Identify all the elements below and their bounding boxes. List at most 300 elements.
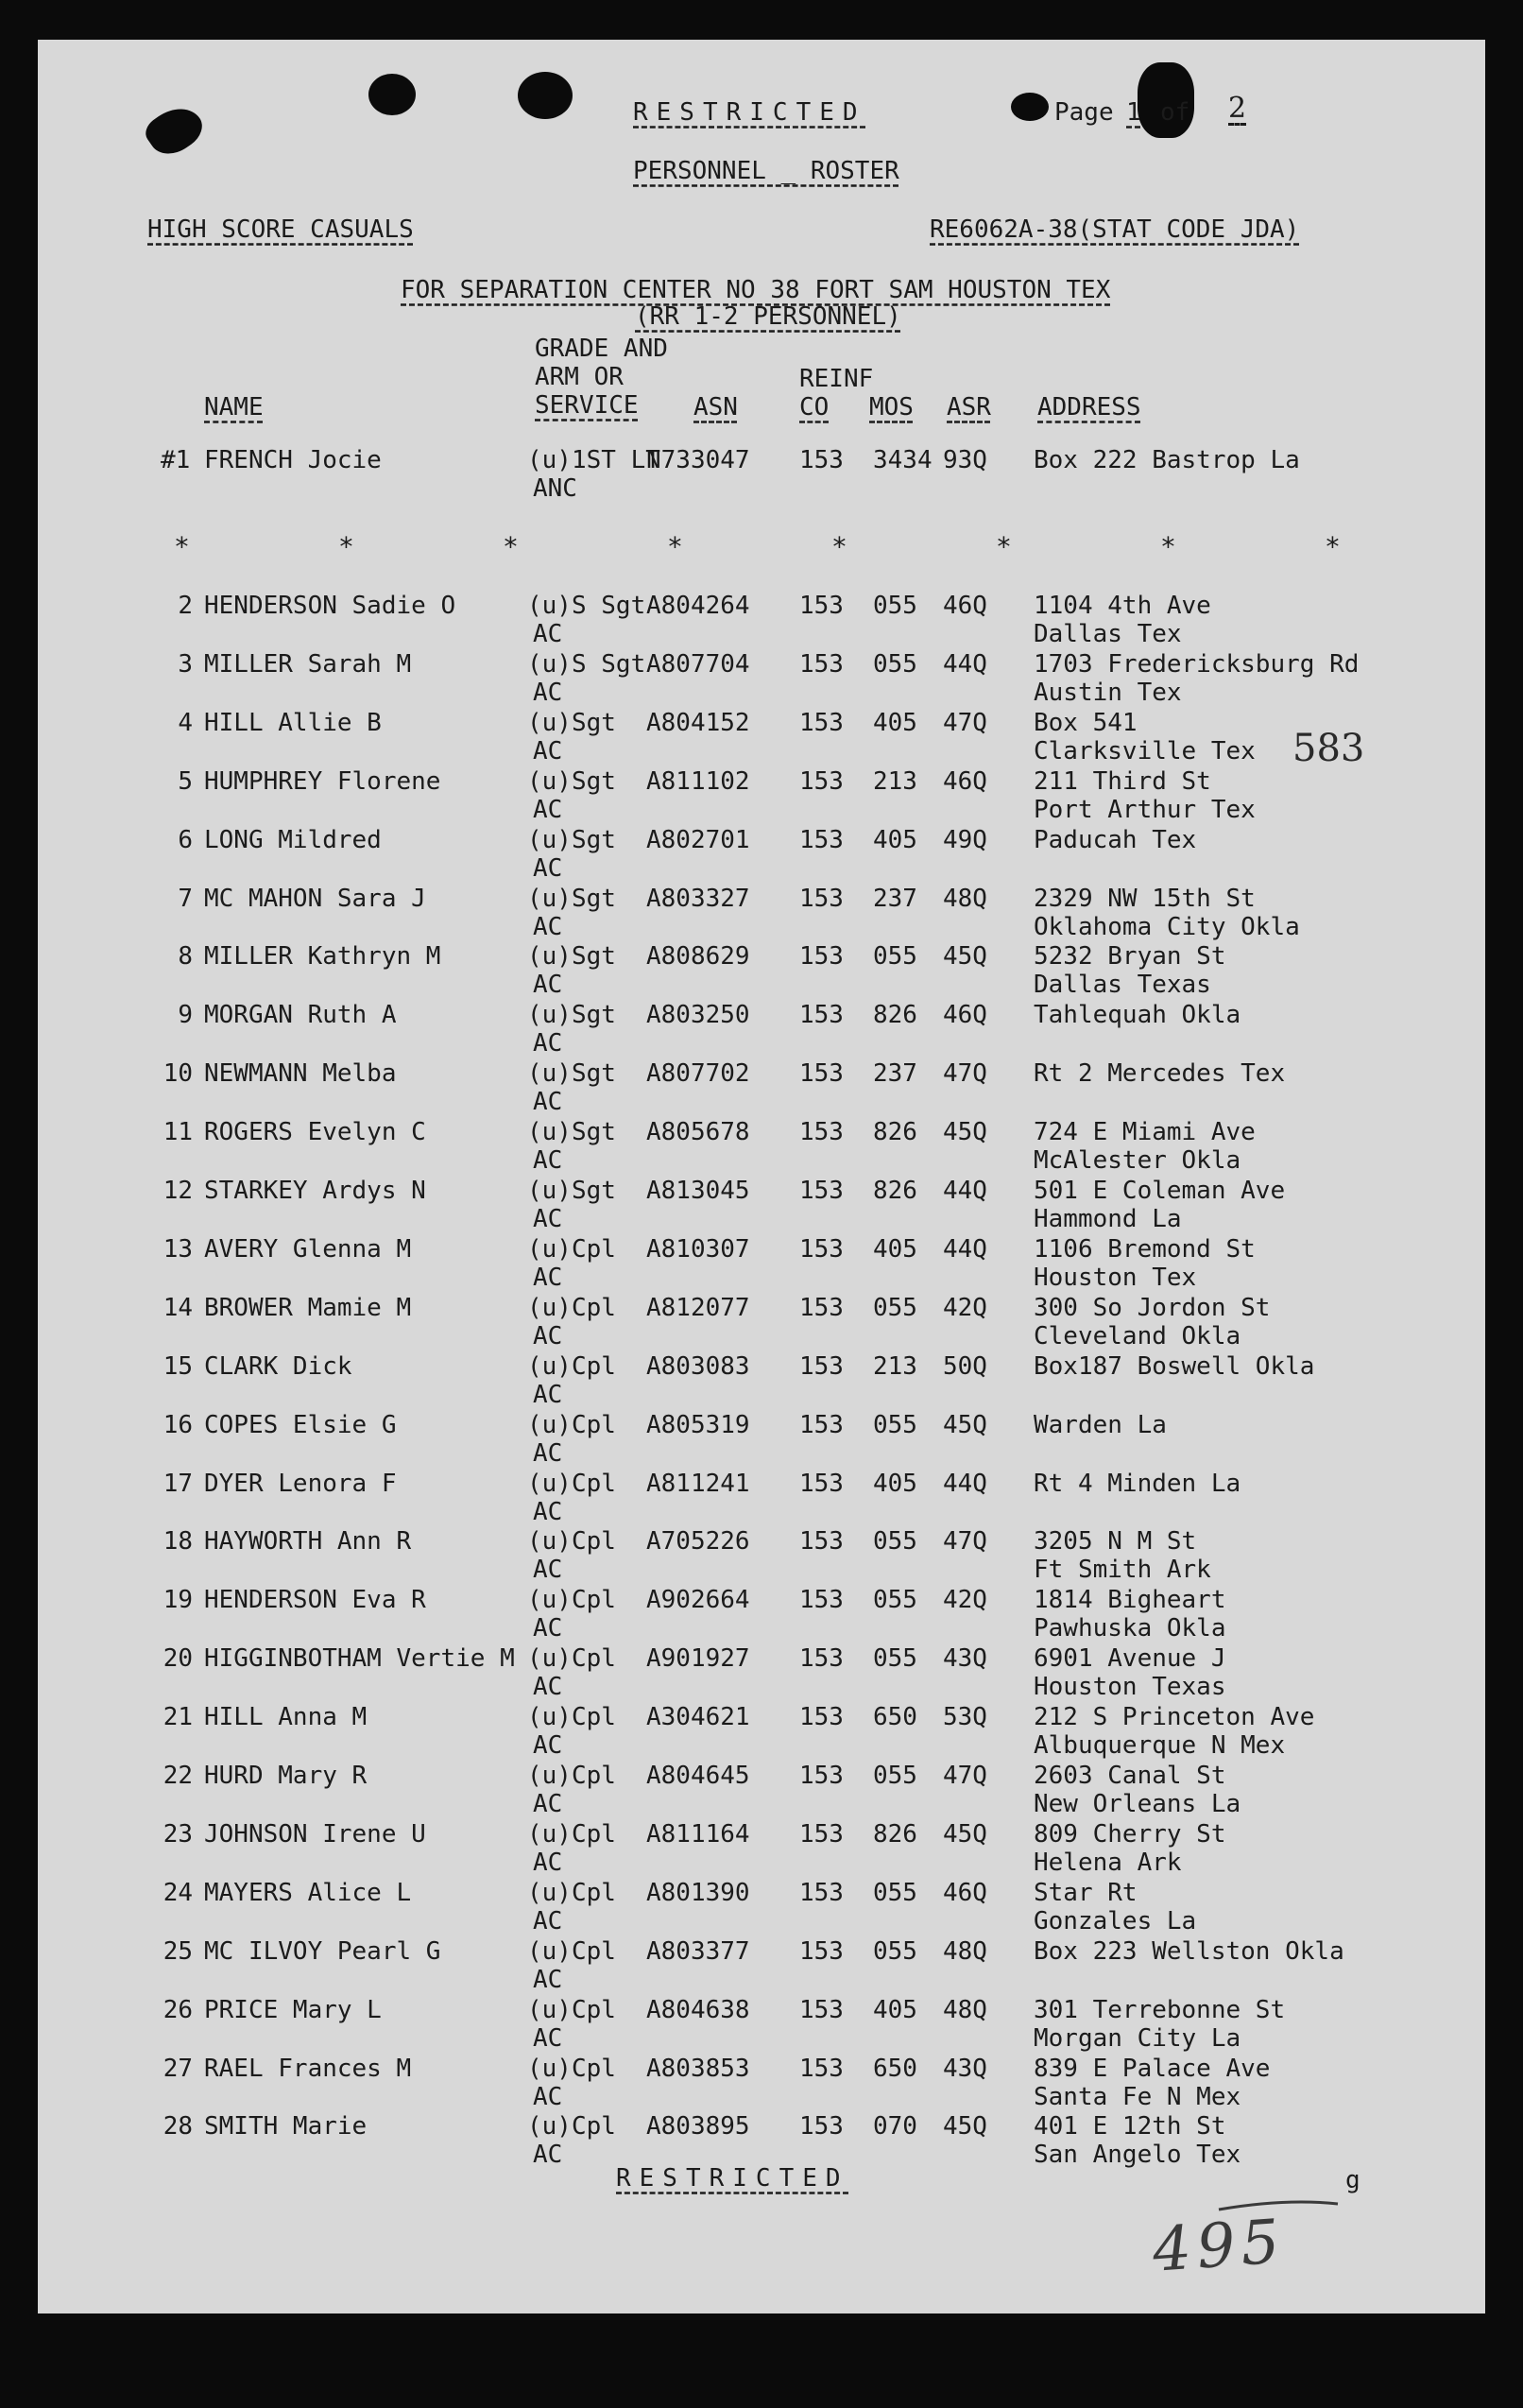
row-number: 2: [178, 592, 193, 620]
row-name: JOHNSON Irene U: [204, 1820, 426, 1849]
row-asn: A803327: [646, 885, 750, 913]
row-address-line1: 501 E Coleman Ave: [1034, 1177, 1286, 1205]
roster-title: PERSONNEL _ ROSTER: [633, 157, 899, 185]
row-grade: (u)Cpl: [527, 1762, 616, 1790]
page-label: Page: [1054, 98, 1114, 127]
row-address-line2: Oklahoma City Okla: [1034, 913, 1300, 941]
separator-star: *: [503, 531, 519, 562]
row-address-line2: Santa Fe N Mex: [1034, 2083, 1241, 2111]
row-co: 153: [799, 1294, 844, 1322]
row-name: HIGGINBOTHAM Vertie M: [204, 1644, 515, 1673]
row-address-line1: 301 Terrebonne St: [1034, 1996, 1286, 2024]
separator-star: *: [338, 531, 354, 562]
row-arm: AC: [533, 796, 563, 824]
row-grade: (u)S Sgt: [527, 592, 646, 620]
row-name: MORGAN Ruth A: [204, 1001, 397, 1029]
col-asn: ASN: [693, 393, 738, 421]
row-address-line2: Port Arthur Tex: [1034, 796, 1256, 824]
row-address-line1: Rt 4 Minden La: [1034, 1470, 1241, 1498]
row-mos: 650: [873, 1703, 917, 1731]
row-co: 153: [799, 826, 844, 854]
row-address-line1: Star Rt: [1034, 1879, 1138, 1907]
row-number: 10: [163, 1059, 193, 1088]
col-reinf: REINF: [799, 365, 874, 393]
row-mos: 055: [873, 1527, 917, 1556]
row-arm: AC: [533, 1381, 563, 1409]
row-asr: 46Q: [943, 592, 987, 620]
row-grade: (u)Cpl: [527, 1586, 616, 1614]
row-grade: (u)Cpl: [527, 1352, 616, 1381]
row-number: 18: [163, 1527, 193, 1556]
row-arm: AC: [533, 1673, 563, 1701]
row-grade: (u)Sgt: [527, 1177, 616, 1205]
rr-personnel: (RR 1-2 PERSONNEL): [635, 302, 901, 331]
row-grade: (u)Cpl: [527, 1294, 616, 1322]
row-asn: A811241: [646, 1470, 750, 1498]
row-asr: 43Q: [943, 1644, 987, 1673]
row-asn: A807704: [646, 650, 750, 679]
row-co: 153: [799, 1996, 844, 2024]
row-arm: AC: [533, 1029, 563, 1058]
row-number: 25: [163, 1937, 193, 1966]
row-name: BROWER Mamie M: [204, 1294, 412, 1322]
row-arm: ANC: [533, 474, 577, 503]
row-arm: AC: [533, 1498, 563, 1526]
row-address-line2: Austin Tex: [1034, 679, 1182, 707]
row-number: 19: [163, 1586, 193, 1614]
row-asr: 45Q: [943, 1411, 987, 1439]
row-address-line1: 5232 Bryan St: [1034, 942, 1226, 971]
row-asr: 47Q: [943, 709, 987, 737]
row-name: HENDERSON Sadie O: [204, 592, 456, 620]
row-co: 153: [799, 942, 844, 971]
row-address-line1: 212 S Princeton Ave: [1034, 1703, 1315, 1731]
row-asn: A803250: [646, 1001, 750, 1029]
row-address-line2: Hammond La: [1034, 1205, 1182, 1233]
row-number: 12: [163, 1177, 193, 1205]
row-asr: 47Q: [943, 1527, 987, 1556]
row-mos: 405: [873, 1996, 917, 2024]
row-arm: AC: [533, 1146, 563, 1175]
row-number: 8: [178, 942, 193, 971]
col-asr: ASR: [947, 393, 991, 421]
row-co: 153: [799, 1586, 844, 1614]
row-mos: 237: [873, 1059, 917, 1088]
row-grade: (u)Cpl: [527, 1937, 616, 1966]
row-asn: A807702: [646, 1059, 750, 1088]
row-name: SMITH Marie: [204, 2112, 368, 2141]
row-name: HUMPHREY Florene: [204, 767, 441, 796]
row-co: 153: [799, 650, 844, 679]
row-address-line1: Box 223 Wellston Okla: [1034, 1937, 1344, 1966]
row-co: 153: [799, 1411, 844, 1439]
col-grade-line1: GRADE AND: [535, 335, 668, 363]
row-address-line1: Paducah Tex: [1034, 826, 1197, 854]
row-arm: AC: [533, 1907, 563, 1935]
row-number: 24: [163, 1879, 193, 1907]
row-arm: AC: [533, 1614, 563, 1643]
row-asr: 44Q: [943, 1235, 987, 1264]
row-co: 153: [799, 1235, 844, 1264]
row-co: 153: [799, 592, 844, 620]
row-co: 153: [799, 1879, 844, 1907]
row-mos: 826: [873, 1118, 917, 1146]
row-asn: A803083: [646, 1352, 750, 1381]
row-mos: 055: [873, 1586, 917, 1614]
row-arm: AC: [533, 1731, 563, 1760]
row-address-line2: Cleveland Okla: [1034, 1322, 1241, 1350]
row-co: 153: [799, 1001, 844, 1029]
row-co: 153: [799, 1820, 844, 1849]
row-arm: AC: [533, 854, 563, 883]
row-address-line1: 3205 N M St: [1034, 1527, 1197, 1556]
row-asn: A811164: [646, 1820, 750, 1849]
row-arm: AC: [533, 1322, 563, 1350]
row-address-line1: 300 So Jordon St: [1034, 1294, 1271, 1322]
row-address-line2: Dallas Tex: [1034, 620, 1182, 648]
row-name: HAYWORTH Ann R: [204, 1527, 412, 1556]
row-asr: 45Q: [943, 2112, 987, 2141]
row-asn: A705226: [646, 1527, 750, 1556]
col-grade-line2: ARM OR: [535, 363, 624, 391]
row-asr: 48Q: [943, 1996, 987, 2024]
row-grade: (u)Sgt: [527, 767, 616, 796]
row-grade: (u)Cpl: [527, 1879, 616, 1907]
row-name: LONG Mildred: [204, 826, 382, 854]
row-asn: A813045: [646, 1177, 750, 1205]
row-co: 153: [799, 2112, 844, 2141]
row-arm: AC: [533, 1790, 563, 1818]
row-address-line2: Morgan City La: [1034, 2024, 1241, 2053]
row-co: 153: [799, 1762, 844, 1790]
row-asn: A801390: [646, 1879, 750, 1907]
row-co: 153: [799, 1703, 844, 1731]
row-asn: A803377: [646, 1937, 750, 1966]
row-co: 153: [799, 1352, 844, 1381]
row-arm: AC: [533, 620, 563, 648]
col-grade-line3: SERVICE: [535, 391, 639, 420]
separator-star: *: [1160, 531, 1176, 562]
row-asr: 44Q: [943, 650, 987, 679]
row-number: 5: [178, 767, 193, 796]
row-mos: 826: [873, 1001, 917, 1029]
row-number: 20: [163, 1644, 193, 1673]
row-name: CLARK Dick: [204, 1352, 352, 1381]
row-address-line1: Warden La: [1034, 1411, 1167, 1439]
row-co: 153: [799, 1527, 844, 1556]
row-address-line2: Albuquerque N Mex: [1034, 1731, 1286, 1760]
row-asr: 46Q: [943, 767, 987, 796]
row-number: 13: [163, 1235, 193, 1264]
handwritten-number: 495: [1150, 2207, 1288, 2286]
row-mos: 405: [873, 709, 917, 737]
row-co: 153: [799, 1177, 844, 1205]
row-number: 26: [163, 1996, 193, 2024]
row-address-line2: Gonzales La: [1034, 1907, 1197, 1935]
row-grade: (u)1ST LT: [527, 446, 660, 474]
row-address-line1: 809 Cherry St: [1034, 1820, 1226, 1849]
row-number: 14: [163, 1294, 193, 1322]
row-mos: 826: [873, 1820, 917, 1849]
row-arm: AC: [533, 2141, 563, 2169]
row-name: COPES Elsie G: [204, 1411, 397, 1439]
row-asr: 46Q: [943, 1879, 987, 1907]
row-number: #1: [161, 446, 191, 474]
row-grade: (u)Cpl: [527, 1411, 616, 1439]
page-number: 1: [1126, 98, 1141, 127]
row-arm: AC: [533, 1849, 563, 1877]
row-mos: 213: [873, 1352, 917, 1381]
row-mos: 055: [873, 1294, 917, 1322]
row-grade: (u)Sgt: [527, 885, 616, 913]
row-address-line2: Dallas Texas: [1034, 971, 1211, 999]
row-asr: 44Q: [943, 1177, 987, 1205]
row-address-line2: Houston Texas: [1034, 1673, 1226, 1701]
row-co: 153: [799, 1118, 844, 1146]
row-asr: 53Q: [943, 1703, 987, 1731]
row-address: Box 222 Bastrop La: [1034, 446, 1300, 474]
row-name: ROGERS Evelyn C: [204, 1118, 426, 1146]
row-asn: A802701: [646, 826, 750, 854]
report-code: RE6062A-38(STAT CODE JDA): [930, 215, 1300, 244]
row-address-line2: Ft Smith Ark: [1034, 1556, 1211, 1584]
row-grade: (u)Sgt: [527, 1118, 616, 1146]
unit-name: HIGH SCORE CASUALS: [147, 215, 414, 244]
row-address-line1: Box 541: [1034, 709, 1138, 737]
destination: FOR SEPARATION CENTER NO 38 FORT SAM HOUSTON TEX: [401, 276, 1111, 304]
row-name: HURD Mary R: [204, 1762, 368, 1790]
row-name: MC ILVOY Pearl G: [204, 1937, 441, 1966]
row-co: 153: [799, 885, 844, 913]
row-asn: A804638: [646, 1996, 750, 2024]
row-mos: 405: [873, 1235, 917, 1264]
row-asn: A812077: [646, 1294, 750, 1322]
row-address-line1: 839 E Palace Ave: [1034, 2055, 1271, 2083]
row-address-line1: 6901 Avenue J: [1034, 1644, 1226, 1673]
row-name: MAYERS Alice L: [204, 1879, 412, 1907]
separator-star: *: [996, 531, 1012, 562]
row-number: 22: [163, 1762, 193, 1790]
row-address-line1: 2329 NW 15th St: [1034, 885, 1256, 913]
separator-star: *: [174, 531, 190, 562]
row-arm: AC: [533, 971, 563, 999]
row-address-line2: San Angelo Tex: [1034, 2141, 1241, 2169]
row-grade: (u)Cpl: [527, 1527, 616, 1556]
col-address: ADDRESS: [1037, 393, 1141, 421]
row-address-line1: Box187 Boswell Okla: [1034, 1352, 1315, 1381]
row-asr: 44Q: [943, 1470, 987, 1498]
row-asr: 47Q: [943, 1762, 987, 1790]
row-mos: 055: [873, 650, 917, 679]
row-grade: (u)Cpl: [527, 1235, 616, 1264]
row-grade: (u)Sgt: [527, 1059, 616, 1088]
row-co: 153: [799, 446, 844, 474]
row-arm: AC: [533, 1264, 563, 1292]
row-arm: AC: [533, 1556, 563, 1584]
row-address-line1: 2603 Canal St: [1034, 1762, 1226, 1790]
row-grade: (u)S Sgt: [527, 650, 646, 679]
row-asr: 48Q: [943, 885, 987, 913]
row-asr: 50Q: [943, 1352, 987, 1381]
row-mos: 070: [873, 2112, 917, 2141]
row-number: 3: [178, 650, 193, 679]
row-asn: A804645: [646, 1762, 750, 1790]
row-address-line2: New Orleans La: [1034, 1790, 1241, 1818]
row-number: 28: [163, 2112, 193, 2141]
row-asn: A808629: [646, 942, 750, 971]
col-name: NAME: [204, 393, 264, 421]
page-total: 2: [1228, 92, 1247, 125]
col-co: CO: [799, 393, 830, 421]
row-mos: 055: [873, 1879, 917, 1907]
row-asn: A805678: [646, 1118, 750, 1146]
row-number: 21: [163, 1703, 193, 1731]
row-number: 7: [178, 885, 193, 913]
row-asr: 42Q: [943, 1294, 987, 1322]
row-asr: 49Q: [943, 826, 987, 854]
row-name: HILL Anna M: [204, 1703, 368, 1731]
separator-star: *: [1325, 531, 1341, 562]
row-asn: A811102: [646, 767, 750, 796]
row-name: MC MAHON Sara J: [204, 885, 426, 913]
row-number: 17: [163, 1470, 193, 1498]
row-mos: 055: [873, 1411, 917, 1439]
row-grade: (u)Cpl: [527, 1703, 616, 1731]
row-address-line2: Pawhuska Okla: [1034, 1614, 1226, 1643]
col-mos: MOS: [869, 393, 914, 421]
row-arm: AC: [533, 2083, 563, 2111]
row-name: STARKEY Ardys N: [204, 1177, 426, 1205]
row-asn: A803853: [646, 2055, 750, 2083]
row-address-line1: 1703 Fredericksburg Rd: [1034, 650, 1360, 679]
row-arm: AC: [533, 1966, 563, 1994]
row-mos: 055: [873, 1644, 917, 1673]
row-name: FRENCH Jocie: [204, 446, 382, 474]
row-mos: 3434: [873, 446, 933, 474]
row-number: 27: [163, 2055, 193, 2083]
row-co: 153: [799, 767, 844, 796]
row-grade: (u)Cpl: [527, 1470, 616, 1498]
row-address-line2: Helena Ark: [1034, 1849, 1182, 1877]
row-mos: 237: [873, 885, 917, 913]
row-address-line1: Rt 2 Mercedes Tex: [1034, 1059, 1286, 1088]
row-asn: A901927: [646, 1644, 750, 1673]
row-mos: 055: [873, 1762, 917, 1790]
separator-star: *: [667, 531, 683, 562]
row-asn: A804152: [646, 709, 750, 737]
row-name: MILLER Sarah M: [204, 650, 412, 679]
row-mos: 055: [873, 1937, 917, 1966]
row-grade: (u)Cpl: [527, 1820, 616, 1849]
row-co: 153: [799, 709, 844, 737]
row-grade: (u)Sgt: [527, 709, 616, 737]
row-asr: 43Q: [943, 2055, 987, 2083]
row-arm: AC: [533, 2024, 563, 2053]
row-address-line2: Clarksville Tex: [1034, 737, 1256, 765]
row-name: NEWMANN Melba: [204, 1059, 397, 1088]
row-arm: AC: [533, 1088, 563, 1116]
row-asn: A803895: [646, 2112, 750, 2141]
row-asr: 45Q: [943, 1820, 987, 1849]
row-asn: N733047: [646, 446, 750, 474]
row-number: 16: [163, 1411, 193, 1439]
row-name: AVERY Glenna M: [204, 1235, 412, 1264]
row-address-line1: 1106 Bremond St: [1034, 1235, 1256, 1264]
row-address-line1: 211 Third St: [1034, 767, 1211, 796]
row-address-line1: 401 E 12th St: [1034, 2112, 1226, 2141]
row-name: HILL Allie B: [204, 709, 382, 737]
row-number: 15: [163, 1352, 193, 1381]
row-arm: AC: [533, 679, 563, 707]
row-grade: (u)Sgt: [527, 1001, 616, 1029]
row-co: 153: [799, 2055, 844, 2083]
row-number: 11: [163, 1118, 193, 1146]
row-arm: AC: [533, 913, 563, 941]
row-mos: 405: [873, 1470, 917, 1498]
row-co: 153: [799, 1644, 844, 1673]
row-number: 23: [163, 1820, 193, 1849]
row-arm: AC: [533, 737, 563, 765]
row-name: PRICE Mary L: [204, 1996, 382, 2024]
row-grade: (u)Cpl: [527, 2112, 616, 2141]
row-name: MILLER Kathryn M: [204, 942, 441, 971]
footer-initial: g: [1345, 2166, 1360, 2194]
classification-top: RESTRICTED: [633, 98, 866, 127]
row-address-line1: 1814 Bigheart: [1034, 1586, 1226, 1614]
row-name: RAEL Frances M: [204, 2055, 412, 2083]
stamp-number: 583: [1292, 727, 1365, 770]
row-asr: 45Q: [943, 942, 987, 971]
row-mos: 055: [873, 942, 917, 971]
row-grade: (u)Cpl: [527, 1996, 616, 2024]
row-asn: A810307: [646, 1235, 750, 1264]
row-asr: 42Q: [943, 1586, 987, 1614]
row-co: 153: [799, 1470, 844, 1498]
row-number: 4: [178, 709, 193, 737]
row-asn: A902664: [646, 1586, 750, 1614]
row-grade: (u)Cpl: [527, 2055, 616, 2083]
row-co: 153: [799, 1059, 844, 1088]
row-address-line2: McAlester Okla: [1034, 1146, 1241, 1175]
row-grade: (u)Cpl: [527, 1644, 616, 1673]
row-mos: 650: [873, 2055, 917, 2083]
roster-page: [38, 40, 1485, 2313]
classification-bottom: RESTRICTED: [616, 2164, 849, 2193]
row-address-line1: 724 E Miami Ave: [1034, 1118, 1256, 1146]
row-asr: 45Q: [943, 1118, 987, 1146]
row-asr: 93Q: [943, 446, 987, 474]
row-asn: A804264: [646, 592, 750, 620]
handwritten-stroke: [38, 40, 1485, 2313]
page-of: of: [1160, 98, 1190, 127]
row-address-line1: Tahlequah Okla: [1034, 1001, 1241, 1029]
row-asn: A304621: [646, 1703, 750, 1731]
row-address-line2: Houston Tex: [1034, 1264, 1197, 1292]
row-mos: 826: [873, 1177, 917, 1205]
row-grade: (u)Sgt: [527, 942, 616, 971]
row-mos: 213: [873, 767, 917, 796]
row-asr: 46Q: [943, 1001, 987, 1029]
row-grade: (u)Sgt: [527, 826, 616, 854]
row-number: 6: [178, 826, 193, 854]
row-asr: 48Q: [943, 1937, 987, 1966]
row-mos: 405: [873, 826, 917, 854]
row-number: 9: [178, 1001, 193, 1029]
row-arm: AC: [533, 1205, 563, 1233]
separator-star: *: [831, 531, 847, 562]
row-mos: 055: [873, 592, 917, 620]
row-co: 153: [799, 1937, 844, 1966]
